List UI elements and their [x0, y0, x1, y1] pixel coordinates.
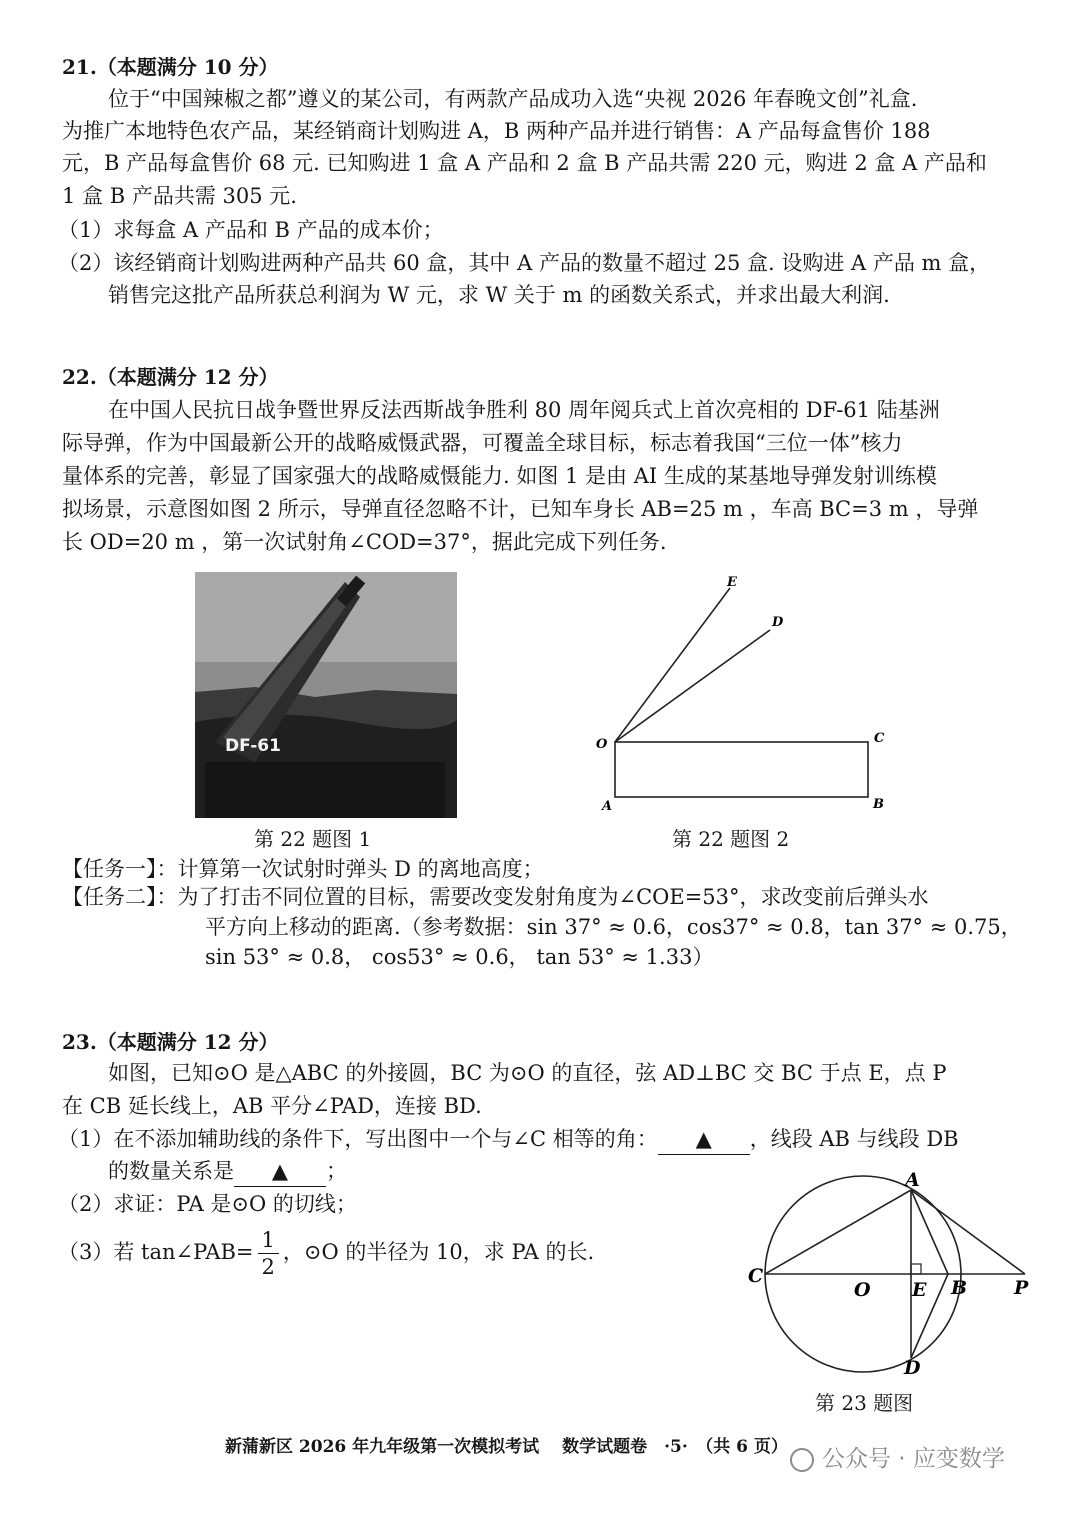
label-o: O: [596, 737, 608, 752]
fraction: [258, 1227, 279, 1280]
fig1-caption: 第 22 题图 1: [254, 827, 372, 851]
q21-subquestion-1: （1）求每盒 A 产品和 B 产品的成本价；: [58, 218, 444, 242]
watermark-text: 公众号 · 应变数学: [822, 1446, 1005, 1472]
q22-paragraph-line: 长 OD=20 m ，第一次试射角∠COD=37°，据此完成下列任务.: [62, 530, 667, 554]
label-c: C: [748, 1265, 764, 1287]
q23-subquestion-1: [58, 1124, 959, 1155]
q23-fig-caption: 第 23 题图: [815, 1391, 914, 1415]
label-d: D: [904, 1357, 921, 1378]
q21-subquestion-2: （2）该经销商计划购进两种产品共 60 盒，其中 A 产品的数量不超过 25 盒. 设购进 A 产品 m 盒，: [58, 251, 991, 275]
q23-s1-text: （1）在不添加辅助线的条件下，写出图中一个与∠C 相等的角：: [58, 1127, 658, 1151]
q23-subquestion-1-cont: [108, 1156, 347, 1187]
label-b: B: [873, 797, 884, 812]
fraction-denominator: 2: [261, 1255, 275, 1279]
q21-heading: 21.（本题满分 10 分）: [62, 55, 279, 79]
line-od: [615, 630, 770, 742]
q22-heading: 22.（本题满分 12 分）: [62, 365, 279, 389]
answer-blank: ▲: [234, 1156, 326, 1187]
watermark: [790, 1440, 1005, 1473]
answer-blank: ▲: [658, 1124, 750, 1155]
photo-label: DF-61: [225, 736, 281, 756]
line-ca: [765, 1190, 911, 1274]
q22-paragraph-line: 际导弹，作为中国最新公开的战略威慑武器，可覆盖全球目标，标志着我国“三位一体”核力: [62, 431, 903, 455]
q22-paragraph-line: 拟场景，示意图如图 2 所示，导弹直径忽略不计，已知车身长 AB=25 m ，车高 BC=3 m ，导弹: [62, 497, 979, 521]
task-2-cont: sin 53° ≈ 0.8， cos53° ≈ 0.6， tan 53° ≈ 1.33）: [205, 945, 714, 969]
label-a: A: [602, 799, 613, 814]
line-oe: [615, 588, 730, 742]
label-b: B: [951, 1277, 968, 1299]
q21-paragraph-line: 元，B 产品每盒售价 68 元. 已知购进 1 盒 A 产品和 2 盒 B 产品共需 220 元，购进 2 盒 A 产品和: [62, 151, 987, 175]
missile-photo-drawing: [195, 572, 457, 818]
missile-photo: [195, 572, 457, 818]
q21-paragraph-line: 1 盒 B 产品共需 305 元.: [62, 184, 297, 208]
q23-s1-text: ，线段 AB 与线段 DB: [749, 1127, 959, 1151]
label-p: P: [1014, 1277, 1029, 1299]
q23-s1b-text: 的数量关系是: [108, 1159, 234, 1183]
vehicle-rect: [615, 742, 868, 797]
line-ap: [911, 1190, 1025, 1274]
label-c: C: [874, 731, 885, 746]
label-o: O: [854, 1279, 871, 1301]
label-a: A: [905, 1169, 920, 1191]
wechat-icon: [790, 1448, 814, 1472]
fig2-caption: 第 22 题图 2: [672, 827, 790, 851]
q23-paragraph-line: 如图，已知⊙O 是△ABC 的外接圆，BC 为⊙O 的直径，弦 AD⊥BC 交 BC 于点 E，点 P: [108, 1061, 947, 1085]
q23-s1b-text: ；: [326, 1159, 347, 1183]
right-angle-mark: [911, 1264, 921, 1274]
q21-paragraph-line: 为推广本地特色农产品，某经销商计划购进 A，B 两种产品并进行销售：A 产品每盒售价 188: [62, 119, 931, 143]
label-d: D: [772, 615, 784, 630]
label-e: E: [912, 1279, 927, 1301]
task-2: 【任务二】：为了打击不同位置的目标，需要改变发射角度为∠COE=53°，求改变前后弹头水: [62, 885, 929, 909]
q21-paragraph-line: 位于“中国辣椒之都”遵义的某公司，有两款产品成功入选“央视 2026 年春晚文创”礼盒.: [108, 87, 918, 111]
fraction-numerator: 1: [258, 1227, 279, 1254]
q23-s3-text: ，⊙O 的半径为 10，求 PA 的长.: [282, 1240, 595, 1264]
label-e: E: [727, 575, 737, 590]
q23-subquestion-2: （2）求证：PA 是⊙O 的切线；: [58, 1192, 357, 1216]
task-2-cont: 平方向上移动的距离.（参考数据：sin 37° ≈ 0.6，cos37° ≈ 0.8，tan 37° ≈ 0.75，: [205, 915, 1022, 939]
q23-diagram: [740, 1168, 1050, 1378]
q21-subquestion-2-cont: 销售完这批产品所获总利润为 W 元，求 W 关于 m 的函数关系式，并求出最大利润.: [108, 283, 890, 307]
task-1: 【任务一】：计算第一次试射时弹头 D 的离地高度；: [62, 857, 544, 881]
q22-paragraph-line: 量体系的完善，彰显了国家强大的战略威慑能力. 如图 1 是由 AI 生成的某基地导弹发射训练模: [62, 464, 937, 488]
q22-paragraph-line: 在中国人民抗日战争暨世界反法西斯战争胜利 80 周年阅兵式上首次亮相的 DF-61 陆基洲: [108, 398, 940, 422]
q23-paragraph-line: 在 CB 延长线上，AB 平分∠PAD，连接 BD.: [62, 1094, 482, 1118]
q23-s3-text: （3）若 tan∠PAB=: [58, 1240, 254, 1264]
q23-heading: 23.（本题满分 12 分）: [62, 1030, 279, 1054]
page-footer: 新蒲新区 2026 年九年级第一次模拟考试 数学试题卷 ·5· （共 6 页）: [225, 1437, 788, 1457]
q22-diagram: [590, 570, 910, 820]
q23-subquestion-3: [58, 1220, 594, 1284]
